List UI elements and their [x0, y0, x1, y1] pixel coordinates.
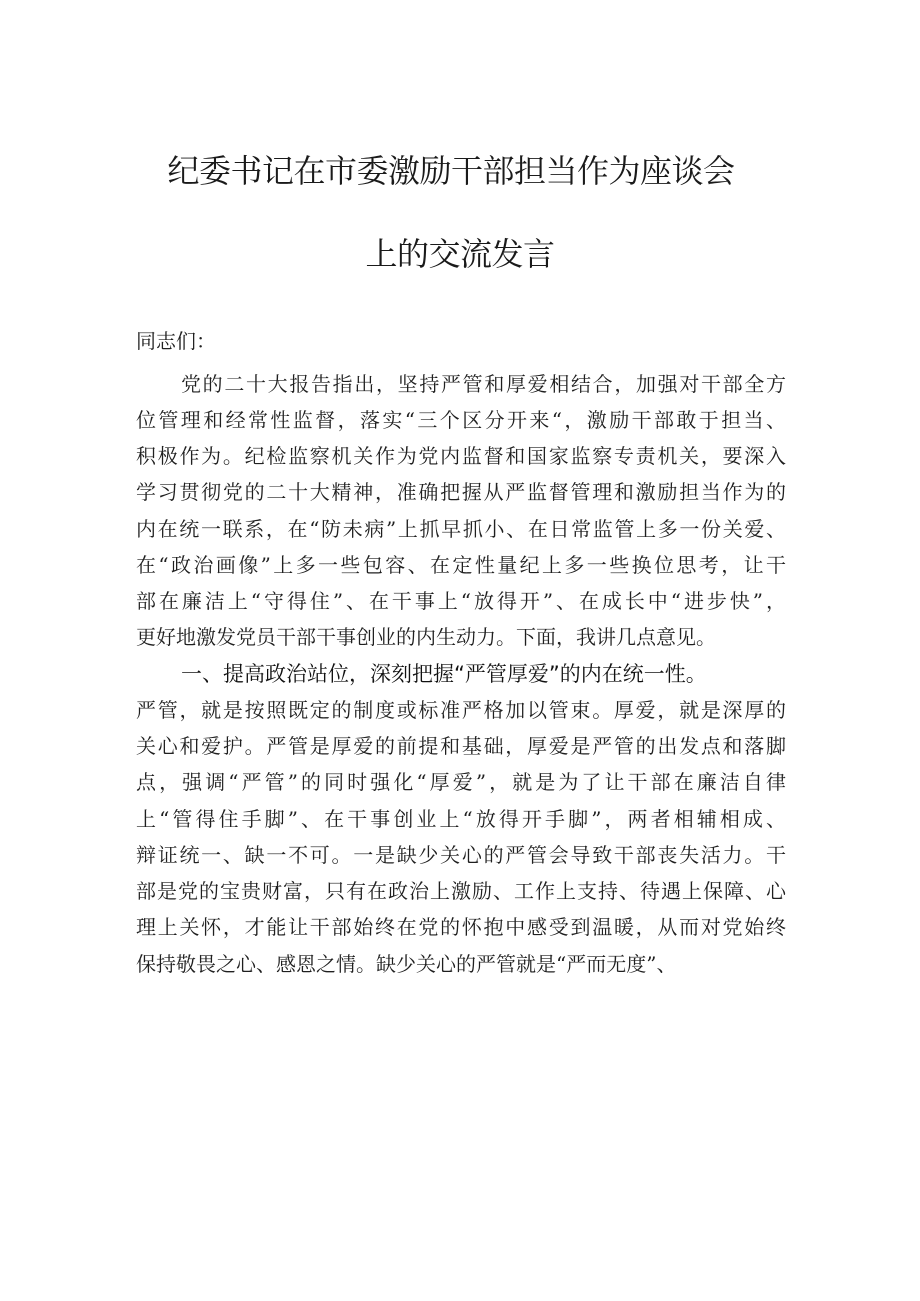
- paragraph-1-line: 部在廉洁上“守得住”、在干事上“放得开”、在成长中“进步快”，: [136, 589, 786, 613]
- paragraph-1-line: 学习贯彻党的二十大精神，准确把握从严监督管理和激励担当作为的: [136, 480, 786, 504]
- salutation: 同志们：: [136, 329, 216, 353]
- paragraph-1-line: 内在统一联系，在“防未病”上抓早抓小、在日常监管上多一份关爱、: [136, 517, 786, 541]
- paragraph-2-line: 部是党的宝贵财富，只有在政治上激励、工作上支持、待遇上保障、心: [136, 879, 786, 903]
- document-title-line-2: 上的交流发言: [365, 235, 555, 273]
- paragraph-2-line: 理上关怀，才能让干部始终在党的怀抱中感受到温暖，从而对党始终: [136, 915, 786, 939]
- paragraph-2-line: 严管，就是按照既定的制度或标准严格加以管束。厚爱，就是深厚的: [136, 698, 786, 722]
- document-title-line-1: 纪委书记在市委激励干部担当作为座谈会: [167, 152, 735, 190]
- section-heading-1-tail: 性。: [664, 662, 707, 686]
- section-heading-1-main: 一、提高政治站位，深刻把握“严管厚爱”的内在统一: [181, 662, 665, 686]
- paragraph-2-line: 上“管得住手脚”、在干事创业上“放得开手脚”，两者相辅相成、: [136, 807, 786, 831]
- paragraph-2-line: 辩证统一、缺一不可。一是缺少关心的严管会导致干部丧失活力。干: [136, 843, 786, 867]
- paragraph-1-line: 在“政治画像”上多一些包容、在定性量纪上多一些换位思考，让干: [136, 553, 786, 577]
- paragraph-2-line: 保持敬畏之心、感恩之情。缺少关心的严管就是“严而无度”、: [136, 952, 677, 976]
- paragraph-2-line: 关心和爱护。严管是厚爱的前提和基础，厚爱是严管的出发点和落脚: [136, 734, 786, 758]
- paragraph-1-line: 党的二十大报告指出，坚持严管和厚爱相结合，加强对干部全方: [181, 372, 786, 396]
- paragraph-1-line: 更好地激发党员干部干事创业的内生动力。下面，我讲几点意见。: [136, 625, 716, 649]
- section-heading-1: [181, 659, 786, 689]
- paragraph-1-line: 位管理和经常性监督，落实“三个区分开来“，激励干部敢于担当、: [136, 408, 786, 432]
- paragraph-2-line: 点，强调“严管”的同时强化“厚爱”，就是为了让干部在廉洁自律: [136, 770, 786, 794]
- paragraph-1-line: 积极作为。纪检监察机关作为党内监督和国家监察专责机关，要深入: [136, 444, 786, 468]
